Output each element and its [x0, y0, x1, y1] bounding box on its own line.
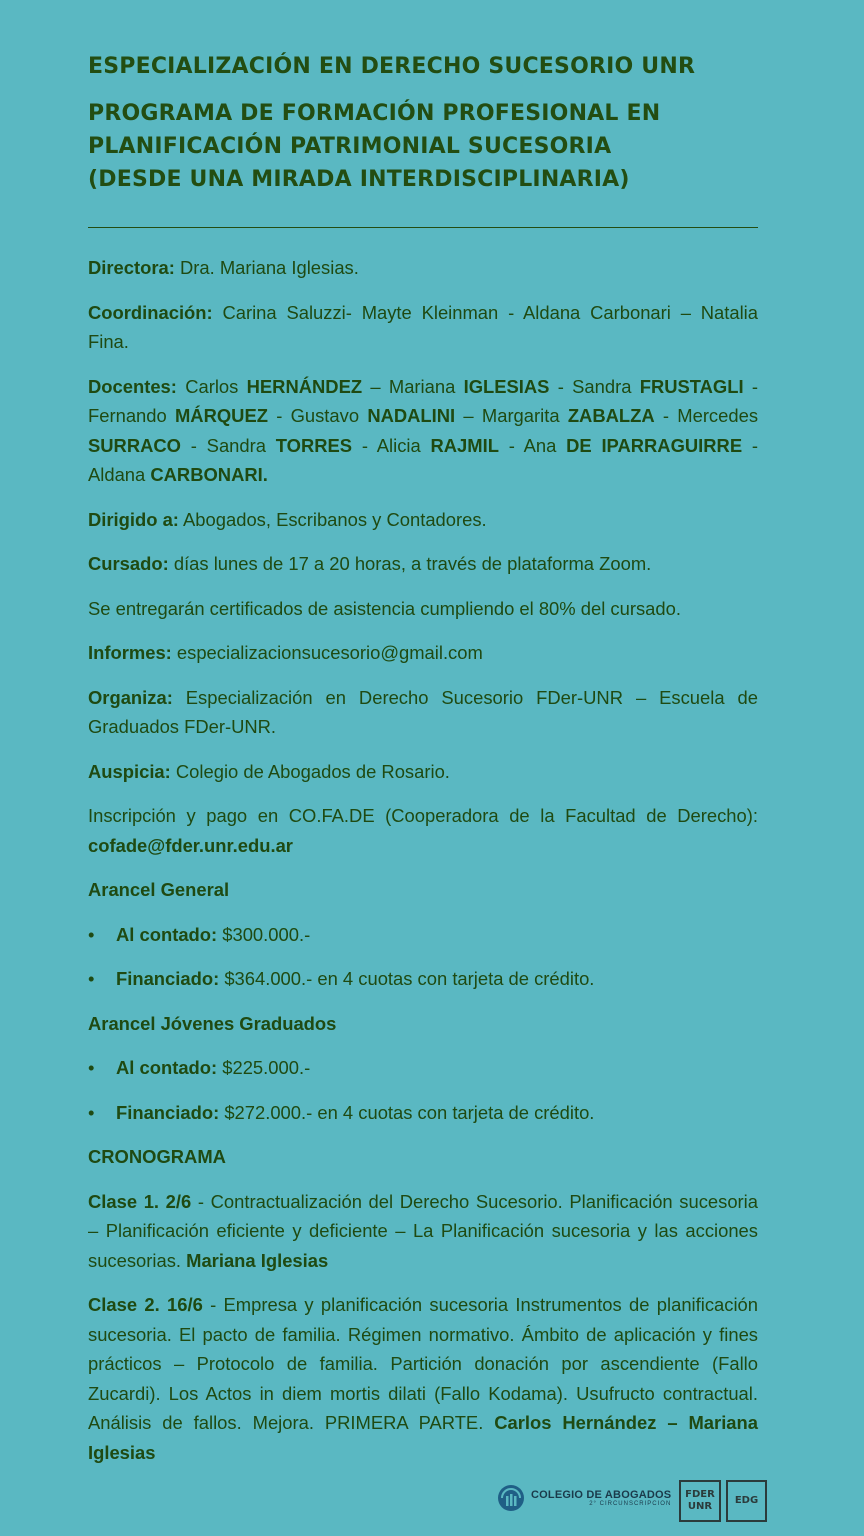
clase-1	[88, 1187, 758, 1276]
organiza-label: Organiza:	[88, 686, 173, 708]
docente-name	[207, 435, 377, 456]
docente-last-name: DE IPARRAGUIRRE	[566, 434, 743, 456]
fder-logo-line-1: FDER	[685, 1489, 715, 1500]
arancel-item-label: Financiado:	[116, 968, 220, 989]
arancel-jovenes-item	[88, 1098, 758, 1128]
docente-first-name: Fernando	[88, 405, 175, 426]
docente-separator: -	[267, 405, 291, 426]
docente-separator: -	[654, 405, 678, 426]
docente-separator: -	[498, 434, 524, 456]
directora-line	[88, 253, 758, 283]
edg-logo-text: EDG	[734, 1495, 759, 1506]
dirigido-label: Dirigido a:	[88, 508, 179, 530]
arancel-item-label: Financiado:	[116, 1101, 220, 1123]
docente-name	[177, 376, 389, 397]
colegio-text	[531, 1489, 671, 1507]
inscripcion-email[interactable]: cofade@fder.unr.edu.ar	[88, 834, 293, 856]
colegio-abogados-logo	[497, 1482, 671, 1514]
title-programa-line-3: (DESDE UNA MIRADA INTERDISCIPLINARIA)	[88, 167, 630, 192]
arancel-general-heading-text: Arancel General	[88, 879, 230, 900]
arancel-jovenes-item	[88, 1053, 758, 1083]
title-programa-line-1: PROGRAMA DE FORMACIÓN PROFESIONAL EN	[88, 101, 661, 126]
docente-first-name: Ana	[523, 434, 567, 456]
arancel-general-item	[88, 964, 758, 994]
footer-logos	[0, 1478, 864, 1528]
clase-label: Clase 1. 2/6	[88, 1190, 192, 1212]
arancel-general-item	[88, 920, 758, 950]
fder-logo-line-2: UNR	[687, 1501, 713, 1512]
columns-emblem-icon	[497, 1484, 525, 1512]
clase-text: - Contractualización del Derecho Sucesorio. Planificación sucesoria – Planificación eficiente y deficiente – La Planificación sucesoria y las acciones sucesorias.	[88, 1190, 758, 1271]
organiza-line	[88, 683, 758, 742]
docente-separator: –	[455, 405, 482, 426]
docente-name	[88, 464, 268, 485]
docente-separator: -	[742, 434, 759, 456]
docente-last-name: FRUSTAGLI	[639, 375, 744, 397]
docente-last-name: NADALINI	[367, 405, 456, 426]
docente-separator: –	[362, 375, 389, 397]
informes-label: Informes:	[88, 642, 172, 663]
docente-first-name: Mercedes	[677, 405, 759, 426]
clase-docente: Mariana Iglesias	[186, 1249, 329, 1271]
docente-last-name: MÁRQUEZ	[174, 405, 268, 426]
docente-name	[572, 376, 758, 397]
dirigido-value: Abogados, Escribanos y Contadores.	[178, 508, 487, 530]
docente-first-name: Alicia	[376, 434, 431, 456]
coordinacion-line	[88, 298, 758, 357]
docente-first-name: Aldana	[88, 464, 151, 485]
docente-name	[524, 435, 758, 456]
bullet-icon: •	[88, 1057, 95, 1078]
coordinacion-label: Coordinación:	[88, 301, 213, 323]
docente-first-name: Carlos	[176, 375, 247, 397]
docente-separator: -	[549, 375, 573, 397]
title-programa-line-2: PLANIFICACIÓN PATRIMONIAL SUCESORIA	[88, 134, 612, 159]
docente-name	[291, 405, 482, 426]
arancel-item-value: $225.000.-	[217, 1057, 311, 1078]
docente-first-name: Gustavo	[290, 405, 368, 426]
inscripcion-text: Inscripción y pago en CO.FA.DE (Cooperadora de la Facultad de Derecho):	[88, 805, 758, 826]
dirigido-line	[88, 505, 758, 535]
colegio-circunscripcion: 2° CIRCUNSCRIPCION	[589, 1501, 672, 1507]
cursado-label: Cursado:	[88, 553, 169, 574]
docente-last-name: IGLESIAS	[463, 375, 550, 397]
certificados-line: Se entregarán certificados de asistencia cumpliendo el 80% del cursado.	[88, 597, 681, 619]
flyer-body	[88, 253, 758, 1482]
coordinacion-value: Carina Saluzzi- Mayte Kleinman - Aldana Carbonari – Natalia Fina.	[88, 301, 758, 352]
divider-line	[88, 227, 758, 228]
title-programa	[88, 97, 768, 196]
informes-line	[88, 638, 758, 668]
cronograma-heading-text: CRONOGRAMA	[88, 1146, 226, 1167]
docente-last-name: RAJMIL	[430, 434, 499, 456]
bullet-icon: •	[88, 1101, 95, 1123]
arancel-item-label: Al contado:	[116, 1057, 218, 1078]
docente-first-name: Sandra	[206, 434, 276, 456]
clase-label: Clase 2. 16/6	[88, 1294, 203, 1315]
informes-email[interactable]: especializacionsucesorio@gmail.com	[171, 642, 483, 663]
title-especializacion: ESPECIALIZACIÓN EN DERECHO SUCESORIO UNR	[88, 54, 696, 79]
docente-first-name: Mariana	[388, 375, 464, 397]
clase-text: - Empresa y planificación sucesoria Instrumentos de planificación sucesoria. El pacto de familia. Régimen normativo. Ámbito de aplicación y fines prácticos – Protocolo de familia. Partición donación por ascendiente (Fallo Zucardi). Los Actos in diem mortis dilati (Fallo Kodama). Usufructo contractual. Análisis de fallos. Mejora. PRIMERA PARTE.	[88, 1294, 758, 1433]
directora-value: Dra. Mariana Iglesias.	[174, 257, 359, 278]
auspicia-value: Colegio de Abogados de Rosario.	[170, 760, 450, 782]
docente-separator: -	[180, 434, 207, 456]
docente-name	[88, 405, 291, 426]
clase-2	[88, 1290, 758, 1467]
organiza-value: Especialización en Derecho Sucesorio FDer-UNR – Escuela de Graduados FDer-UNR.	[88, 686, 758, 737]
docente-name	[389, 376, 572, 397]
docente-last-name: CARBONARI.	[150, 464, 268, 485]
docente-separator: -	[352, 434, 377, 456]
auspicia-line	[88, 757, 758, 787]
bullet-icon: •	[88, 968, 95, 989]
inscripcion-line	[88, 801, 758, 860]
docente-first-name: Sandra	[572, 375, 640, 397]
cursado-line	[88, 549, 758, 579]
arancel-item-value: $272.000.- en 4 cuotas con tarjeta de crédito.	[219, 1101, 595, 1123]
cursado-value: días lunes de 17 a 20 horas, a través de plataforma Zoom.	[168, 553, 652, 574]
auspicia-label: Auspicia:	[88, 760, 171, 782]
bullet-icon: •	[88, 923, 95, 945]
colegio-name: COLEGIO DE ABOGADOS	[531, 1489, 672, 1501]
docente-last-name: ZABALZA	[567, 405, 655, 426]
cronograma-heading	[88, 1142, 758, 1172]
arancel-jovenes-heading	[88, 1009, 758, 1039]
arancel-general-heading	[88, 875, 758, 905]
docentes-label: Docentes:	[88, 375, 177, 397]
docentes-list	[88, 376, 758, 486]
docente-name	[377, 435, 524, 456]
docentes-line	[88, 372, 758, 490]
arancel-item-value: $364.000.- en 4 cuotas con tarjeta de crédito.	[219, 968, 595, 989]
directora-label: Directora:	[88, 257, 175, 278]
edg-logo	[726, 1480, 767, 1522]
docente-first-name: Margarita	[481, 405, 568, 426]
docente-last-name: TORRES	[275, 434, 353, 456]
arancel-jovenes-heading-text: Arancel Jóvenes Graduados	[88, 1012, 337, 1034]
docente-name	[482, 405, 677, 426]
arancel-item-label: Al contado:	[116, 923, 218, 945]
arancel-item-value: $300.000.-	[217, 923, 311, 945]
fder-unr-logo	[679, 1480, 721, 1522]
clase-docente: Carlos Hernández – Mariana Iglesias	[88, 1412, 758, 1463]
docente-last-name: SURRACO	[88, 434, 181, 456]
docente-last-name: HERNÁNDEZ	[246, 375, 363, 397]
docente-separator: -	[743, 375, 758, 397]
